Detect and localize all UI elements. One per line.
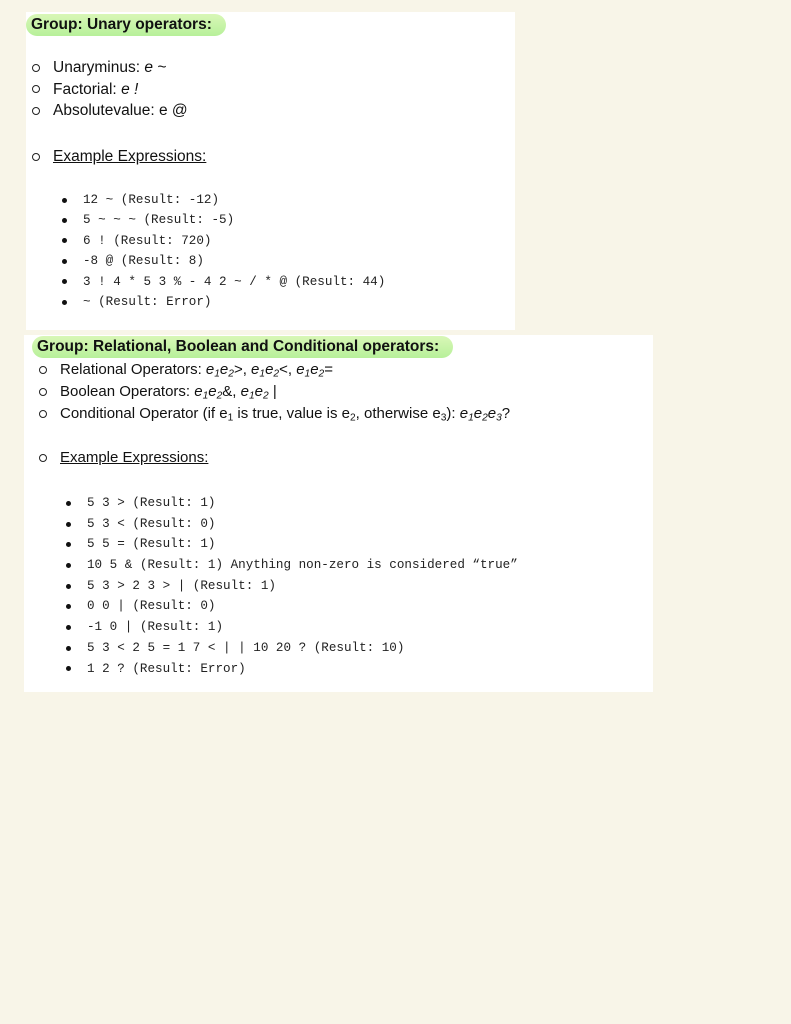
e-symbol: e: [310, 361, 319, 378]
unary-heading: Group: Unary operators:: [26, 14, 226, 36]
unary-operator-list: [26, 57, 188, 122]
operator-label: Conditional Operator (if e: [60, 405, 228, 422]
operator-expr: [251, 361, 279, 378]
subscript: 1: [214, 368, 220, 380]
list-item: 1 2 ? (Result: Error): [56, 659, 518, 680]
subscript: 2: [263, 390, 269, 402]
subscript: 1: [304, 368, 311, 380]
unary-operators-panel: [26, 12, 515, 330]
list-item: 5 3 > (Result: 1): [56, 493, 518, 514]
operator-symbol: <: [279, 361, 288, 378]
list-item: 5 3 < 2 5 = 1 7 < | | 10 20 ? (Result: 10): [56, 638, 518, 659]
operator-label: Relational Operators:: [60, 361, 206, 378]
subscript: 1: [259, 368, 266, 380]
list-item-relational: [33, 359, 510, 381]
operator-label: , otherwise e: [355, 405, 441, 422]
list-item: ~ (Result: Error): [52, 292, 385, 312]
subscript: 2: [318, 368, 325, 380]
relational-example-title: [33, 447, 208, 469]
subscript: 1: [202, 390, 209, 402]
relational-operators-panel: [24, 335, 653, 692]
list-item-conditional: [33, 403, 510, 425]
list-item: [26, 79, 188, 101]
example-title-text: Example Expressions:: [60, 449, 209, 466]
operator-expr: [206, 361, 234, 378]
example-title-text: Example Expressions:: [53, 148, 207, 165]
operator-expr: [460, 405, 502, 422]
list-item: [26, 100, 188, 122]
list-item: 5 3 > 2 3 > | (Result: 1): [56, 576, 518, 597]
e-symbol: e: [251, 361, 260, 378]
subscript: 1: [248, 390, 255, 402]
e-symbol: e: [265, 361, 274, 378]
operator-label: Factorial:: [53, 80, 122, 98]
subscript: 2: [228, 368, 234, 380]
e-symbol: e: [296, 361, 305, 378]
operator-symbol: |: [272, 383, 277, 400]
subscript: 2: [349, 412, 356, 424]
e-symbol: e: [459, 405, 469, 422]
subscript: 2: [482, 412, 488, 424]
list-item: 6 ! (Result: 720): [52, 231, 385, 251]
operator-label: Boolean Operators:: [60, 383, 195, 400]
list-item: 5 3 < (Result: 0): [56, 514, 518, 535]
e-symbol: e: [194, 383, 203, 400]
operator-symbol: &: [222, 383, 233, 400]
operator-expr: e @: [159, 102, 188, 119]
operator-label: is true, value is e: [233, 405, 350, 422]
list-item: 12 ~ (Result: -12): [52, 190, 385, 210]
subscript: 1: [468, 412, 474, 424]
list-item: -1 0 | (Result: 1): [56, 617, 518, 638]
separator: ,: [242, 361, 252, 378]
list-item-boolean: [33, 381, 510, 403]
unary-example-title: [26, 146, 206, 168]
separator: ,: [287, 361, 297, 378]
list-item: [26, 57, 188, 79]
e-symbol: e: [240, 383, 249, 400]
relational-heading: Group: Relational, Boolean and Conditional operators:: [32, 336, 453, 358]
e-symbol: e: [205, 361, 215, 378]
list-item: 3 ! 4 * 5 3 % - 4 2 ~ / * @ (Result: 44): [52, 272, 385, 292]
list-item: 0 0 | (Result: 0): [56, 596, 518, 617]
operator-symbol: =: [324, 361, 333, 378]
operator-symbol: >: [233, 361, 243, 378]
operator-expr: [296, 361, 324, 378]
list-item: -8 @ (Result: 8): [52, 251, 385, 271]
operator-label: ):: [446, 405, 460, 422]
operator-expr: e ~: [144, 59, 167, 76]
operator-expr: [241, 383, 269, 400]
relational-operator-list: [33, 359, 510, 425]
operator-label: Unaryminus:: [53, 59, 145, 76]
e-symbol: e: [208, 383, 217, 400]
list-item: 10 5 & (Result: 1) Anything non-zero is considered “true”: [56, 555, 518, 576]
subscript: 3: [496, 412, 502, 424]
e-symbol: e: [473, 405, 483, 422]
relational-example-list: [56, 493, 518, 679]
e-symbol: e: [487, 405, 497, 422]
unary-example-list: [52, 190, 385, 312]
operator-symbol: ?: [501, 405, 511, 422]
operator-expr: e !: [121, 80, 139, 98]
e-symbol: e: [219, 361, 229, 378]
operator-label: Absolutevalue:: [53, 102, 159, 119]
subscript: 2: [216, 390, 223, 402]
subscript: 2: [273, 368, 280, 380]
subscript: 1: [227, 412, 234, 424]
separator: ,: [232, 383, 241, 400]
e-symbol: e: [254, 383, 263, 400]
list-item: 5 5 = (Result: 1): [56, 534, 518, 555]
operator-expr: [194, 383, 222, 400]
subscript: 3: [440, 412, 447, 424]
list-item: 5 ~ ~ ~ (Result: -5): [52, 210, 385, 230]
